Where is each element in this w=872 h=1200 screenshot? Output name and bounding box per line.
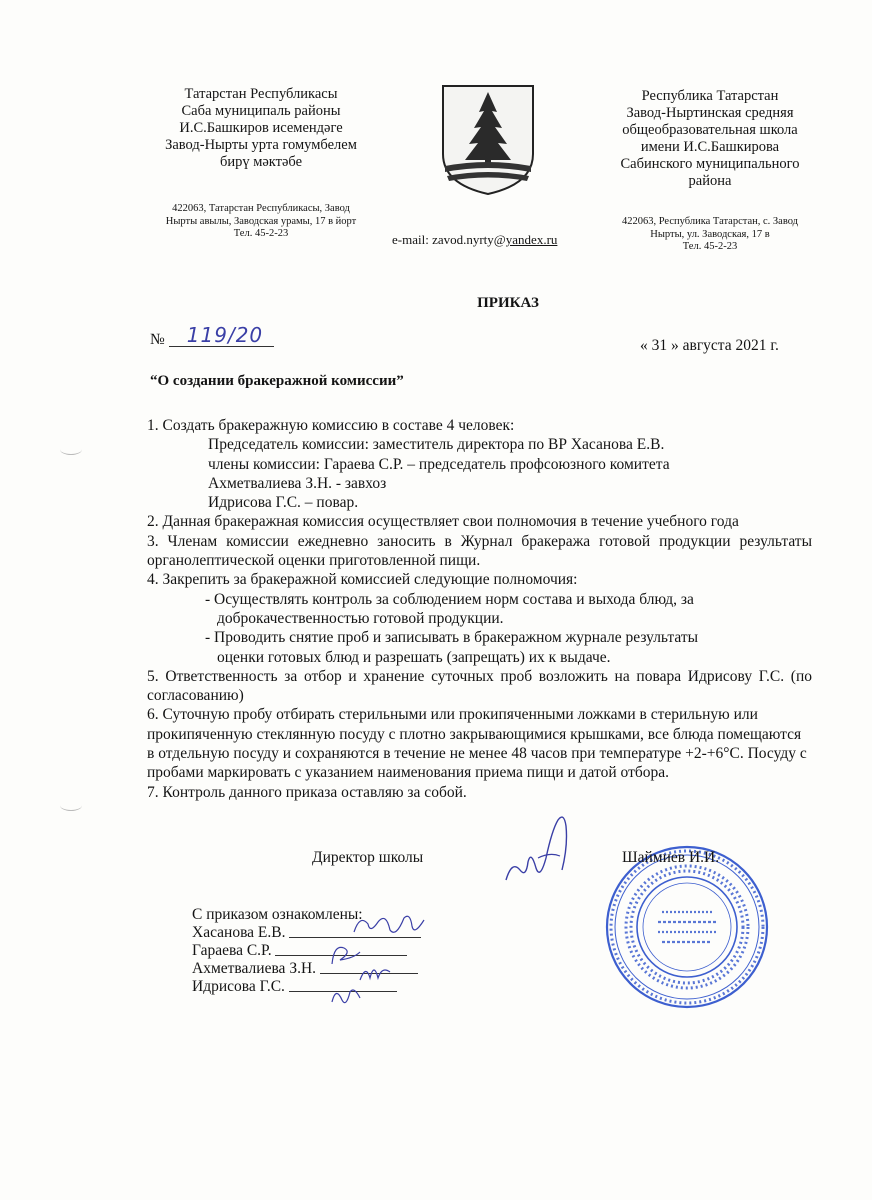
header-line: И.С.Башкиров исемендәге xyxy=(179,120,343,136)
item-4-duty-b-cont: оценки готовых блюд и разрешать (запрещать) их к выдаче. xyxy=(217,648,611,666)
committee-member: члены комиссии: Гараева С.Р. – председатель профсоюзного комитета xyxy=(208,455,670,473)
director-label: Директор школы xyxy=(312,849,424,866)
item-4-duty-a-cont: доброкачественностью готовой продукции. xyxy=(217,609,504,627)
header-right-address xyxy=(596,216,824,254)
order-date: « 31 » августа 2021 г. xyxy=(640,337,779,354)
header-line: бирү мәктәбе xyxy=(219,154,303,170)
item-3: 3. Членам комиссии ежедневно заносить в Журнал бракеража готовой продукции результаты органолептической оценки приготовленной пищи. xyxy=(147,532,812,570)
handwritten-signature-icon xyxy=(328,982,368,1012)
committee-member: Ахметвалиева З.Н. - завхоз xyxy=(208,474,387,492)
header-line: Завод-Нырты урта гомумбелем xyxy=(165,137,357,153)
signer-name: Ахметвалиева З.Н. xyxy=(192,960,317,977)
email-prefix: e-mail: zavod.nyrty@ xyxy=(392,232,506,247)
item-4: 4. Закрепить за бракеражной комиссией следующие полномочия: xyxy=(147,571,578,589)
handwritten-order-number: 119/20 xyxy=(186,323,264,347)
acknowledgement-header: С приказом ознакомлены: xyxy=(192,906,363,923)
header-line: Завод-Ныртинская средняя xyxy=(626,105,794,121)
committee-member: Идрисова Г.С. – повар. xyxy=(208,494,359,512)
address-line: Нырты, ул. Заводская, 17 в xyxy=(650,228,770,240)
committee-chair: Председатель комиссии: заместитель директора по ВР Хасанова Е.В. xyxy=(208,436,665,454)
header-line: Республика Татарстан xyxy=(641,88,779,104)
signer-name: Гараева С.Р. xyxy=(192,942,272,959)
item-2: 2. Данная бракеражная комиссия осуществляет свои полномочия в течение учебного года xyxy=(147,513,739,531)
number-label: № xyxy=(150,331,165,348)
number-underline xyxy=(169,323,274,347)
item-4-duty-a: - Осуществлять контроль за соблюдением норм состава и выхода блюд, за xyxy=(205,590,694,608)
header-left-address xyxy=(150,203,372,241)
item-7: 7. Контроль данного приказа оставляю за собой. xyxy=(147,783,467,801)
item-6: 6. Суточную пробу отбирать стерильными или прокипяченными ложками в стерильную или прокипяченную стеклянную посуду с плотно закрывающимися крышками, все блюда помещаются в отдельную посуду и сохраняются в течение не менее 48 часов при температуре +2-+6°С. Посуду с пробами маркировать с указанием наименования приема пищи и датой отбора. xyxy=(147,706,807,782)
header-line: Саба муниципаль районы xyxy=(181,103,341,119)
fir-tree-coat-of-arms-icon xyxy=(441,84,535,196)
header-line: Сабинского муниципального xyxy=(620,156,800,172)
director-signature-icon xyxy=(498,800,588,890)
address-line: 422063, Республика Татарстан, с. Завод xyxy=(621,216,798,227)
email-address xyxy=(392,232,557,248)
address-line: Нырты авылы, Заводская урамы, 17 в йорт xyxy=(165,215,357,227)
document-title: ПРИКАЗ xyxy=(477,295,539,311)
item-4-duty-b: - Проводить снятие проб и записывать в бракеражном журнале результаты xyxy=(205,629,699,647)
punch-hole-mark xyxy=(60,444,82,455)
official-round-stamp-icon xyxy=(602,842,772,1012)
signer-name: Хасанова Е.В. xyxy=(192,924,286,941)
header-line: района xyxy=(688,173,732,189)
header-right-russian xyxy=(596,88,824,254)
header-left-tatar xyxy=(150,86,372,241)
header-line: Татарстан Республикасы xyxy=(184,86,338,102)
director-name: Шаймиев И.И. xyxy=(622,849,720,866)
address-line: 422063, Татарстан Республикасы, Завод xyxy=(172,203,350,214)
order-number xyxy=(150,323,274,349)
handwritten-signature-icon xyxy=(350,908,430,942)
punch-hole-mark xyxy=(60,800,82,811)
phone-line: Тел. 45-2-23 xyxy=(682,241,738,252)
order-subject: “О создании бракеражной комиссии” xyxy=(150,373,404,389)
email-link[interactable]: yandex.ru xyxy=(505,232,558,247)
item-1: 1. Создать бракеражную комиссию в составе 4 человек: xyxy=(147,417,515,434)
header-line: общеобразовательная школа xyxy=(622,122,798,138)
phone-line: Тел. 45-2-23 xyxy=(233,228,289,239)
item-5: 5. Ответственность за отбор и хранение суточных проб возложить на повара Идрисову Г.С. (по согласованию) xyxy=(147,667,812,705)
header-line: имени И.С.Башкирова xyxy=(640,139,780,155)
signer-name: Идрисова Г.С. xyxy=(192,978,285,995)
order-body xyxy=(147,416,812,802)
